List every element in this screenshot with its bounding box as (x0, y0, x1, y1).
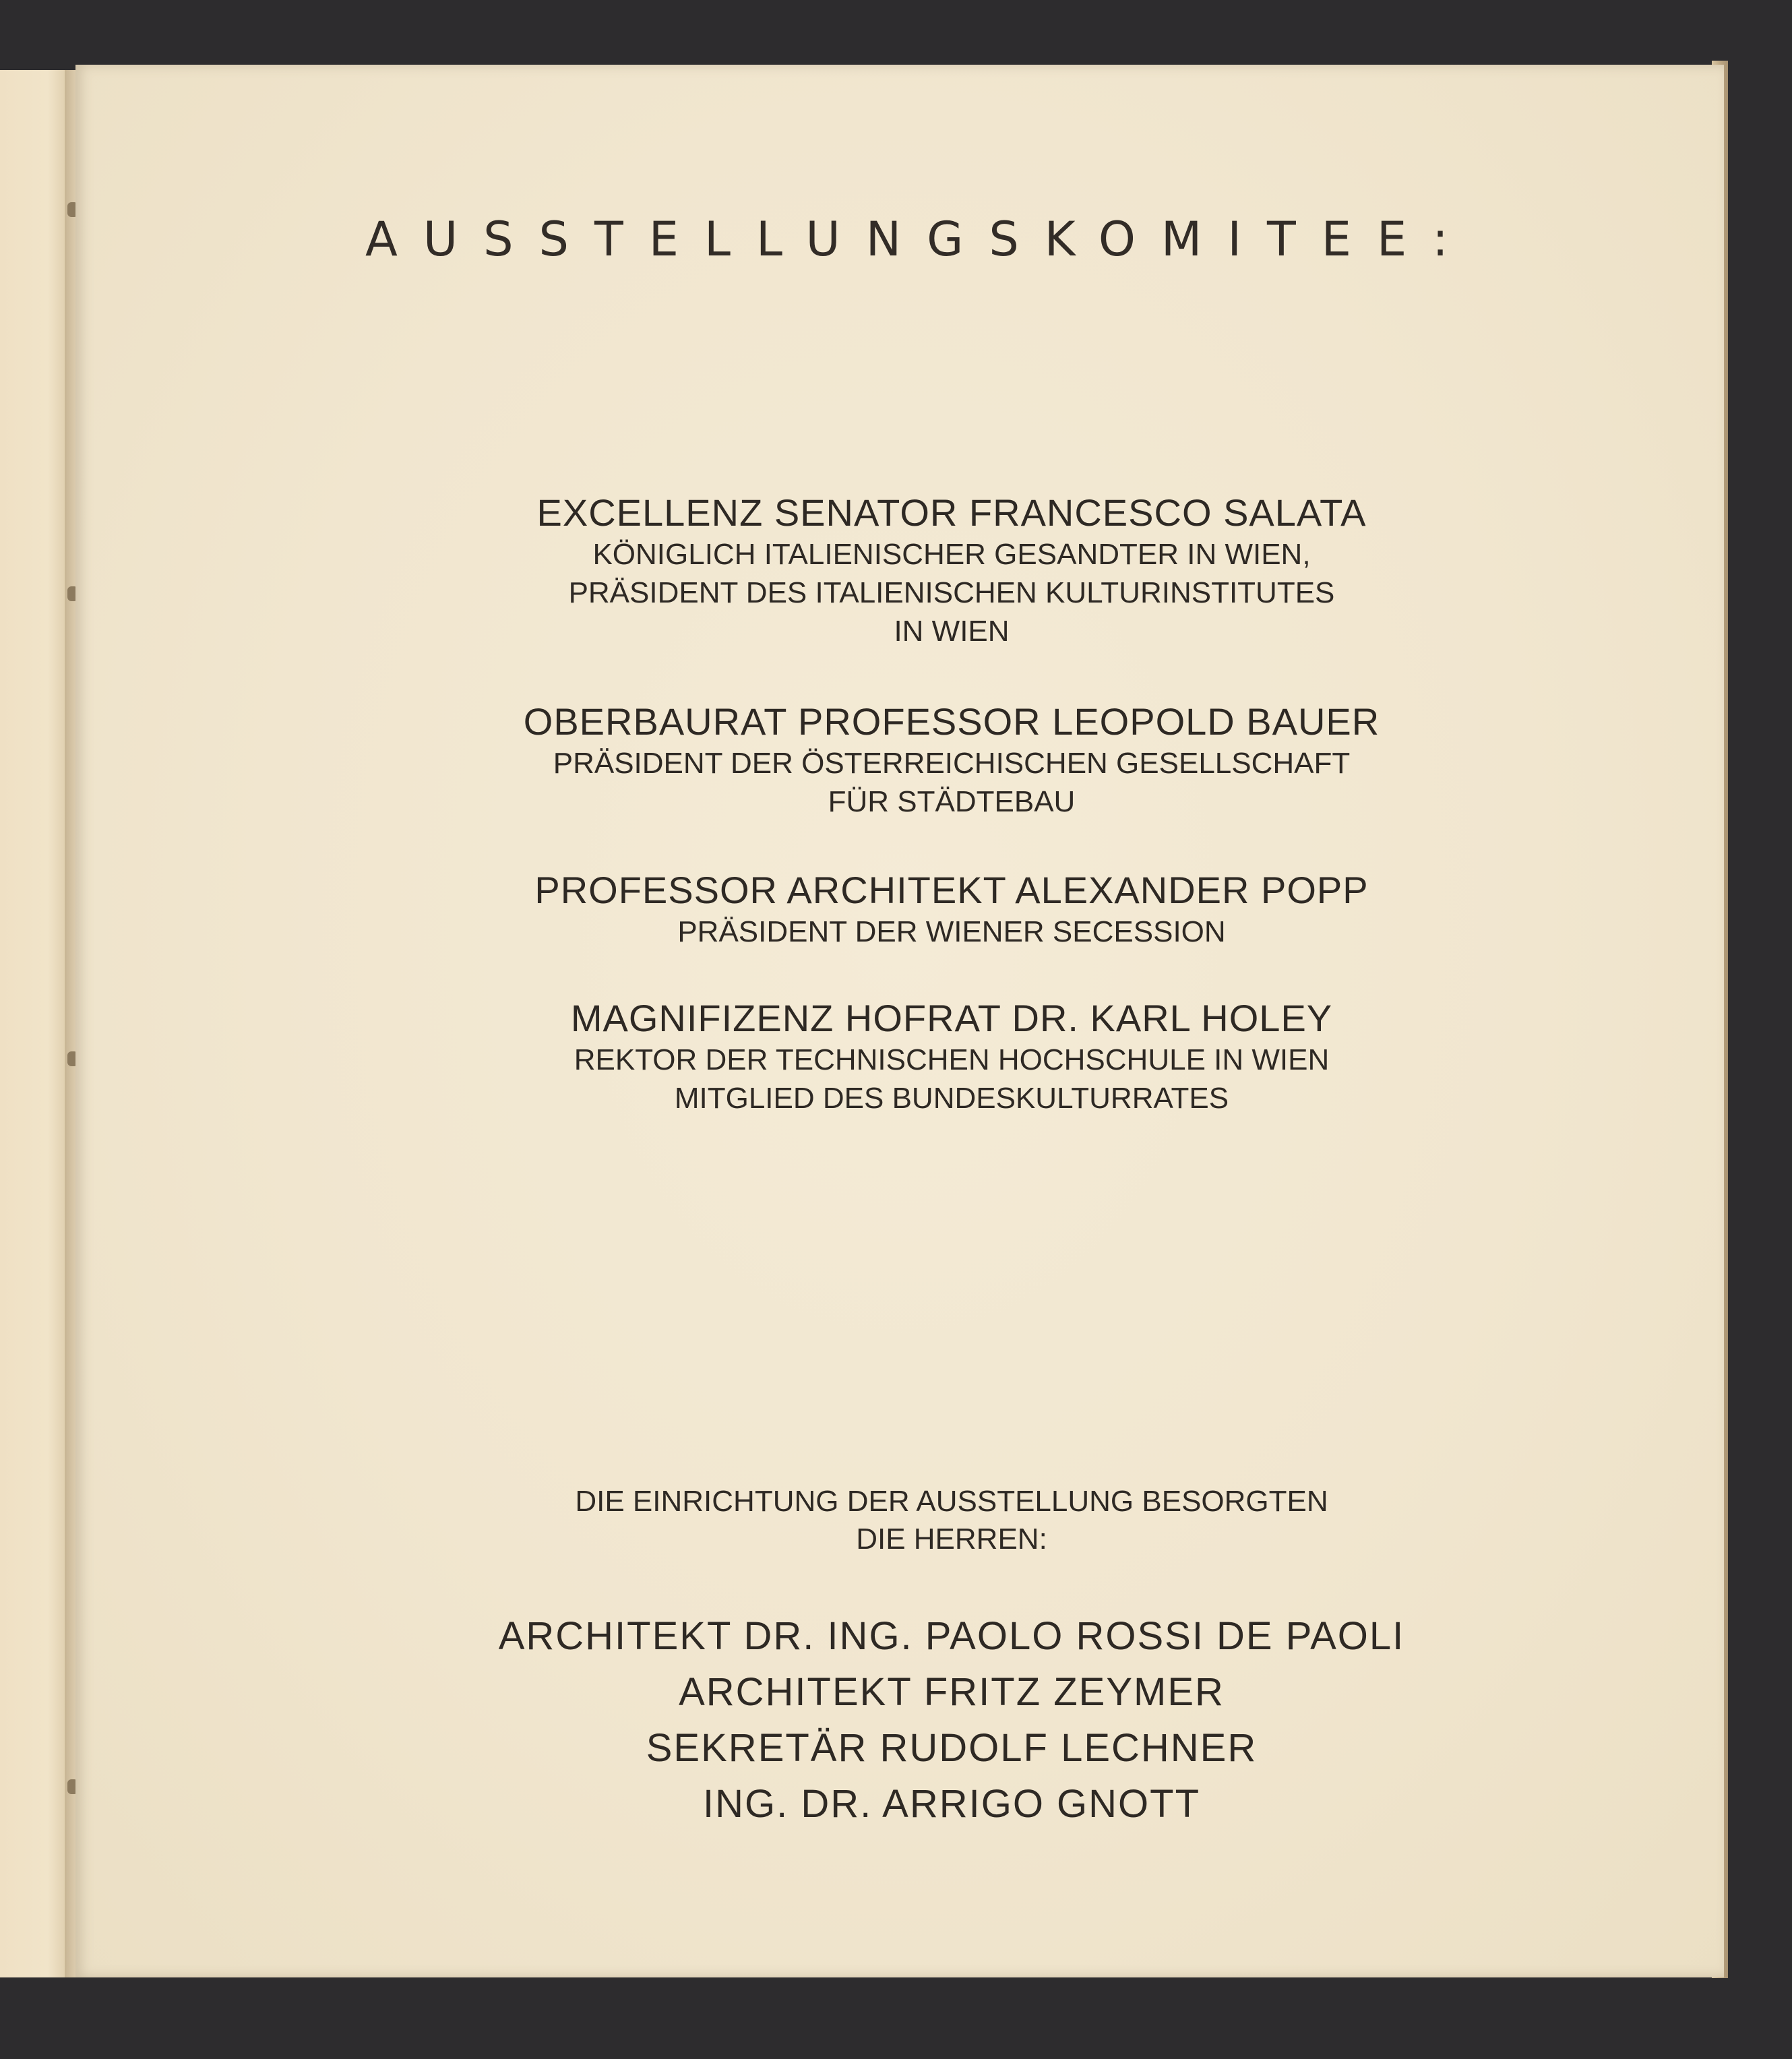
member-role: IN WIEN (894, 615, 1010, 648)
page-title: AUSSTELLUNGSKOMITEE: (365, 212, 1474, 267)
organizer-name: ARCHITEKT FRITZ ZEYMER (679, 1670, 1225, 1714)
organizers-intro-line: DIE HERREN: (856, 1523, 1047, 1556)
committee-member (466, 491, 1437, 650)
organizer-name: SEKRETÄR RUDOLF LECHNER (646, 1726, 1258, 1770)
member-name: EXCELLENZ SENATOR FRANCESCO SALATA (536, 491, 1367, 534)
committee-member (466, 996, 1437, 1117)
member-role: PRÄSIDENT DES ITALIENISCHEN KULTURINSTITUTES (568, 576, 1335, 609)
member-role: MITGLIED DES BUNDESKULTURRATES (674, 1082, 1229, 1115)
member-name: MAGNIFIZENZ HOFRAT DR. KARL HOLEY (570, 997, 1333, 1039)
organizer-name: ARCHITEKT DR. ING. PAOLO ROSSI DE PAOLI (498, 1614, 1405, 1658)
organizers-intro-line: DIE EINRICHTUNG DER AUSSTELLUNG BESORGTEN (575, 1485, 1328, 1518)
organizers-intro (453, 1483, 1450, 1558)
member-role: PRÄSIDENT DER ÖSTERREICHISCHEN GESELLSCHAFT (553, 747, 1351, 780)
member-name: OBERBAURAT PROFESSOR LEOPOLD BAUER (523, 700, 1380, 743)
committee-member (466, 868, 1437, 951)
committee-member (466, 700, 1437, 821)
member-role: PRÄSIDENT DER WIENER SECESSION (677, 915, 1226, 948)
member-role: FÜR STÄDTEBAU (828, 785, 1076, 818)
organizer-name: ING. DR. ARRIGO GNOTT (702, 1782, 1201, 1826)
member-role: KÖNIGLICH ITALIENISCHER GESANDTER IN WIEN, (592, 538, 1311, 571)
page (75, 65, 1724, 1977)
member-name: PROFESSOR ARCHITEKT ALEXANDER POPP (534, 869, 1369, 911)
member-role: REKTOR DER TECHNISCHEN HOCHSCHULE IN WIEN (574, 1043, 1330, 1076)
organizers-list (453, 1608, 1450, 1832)
